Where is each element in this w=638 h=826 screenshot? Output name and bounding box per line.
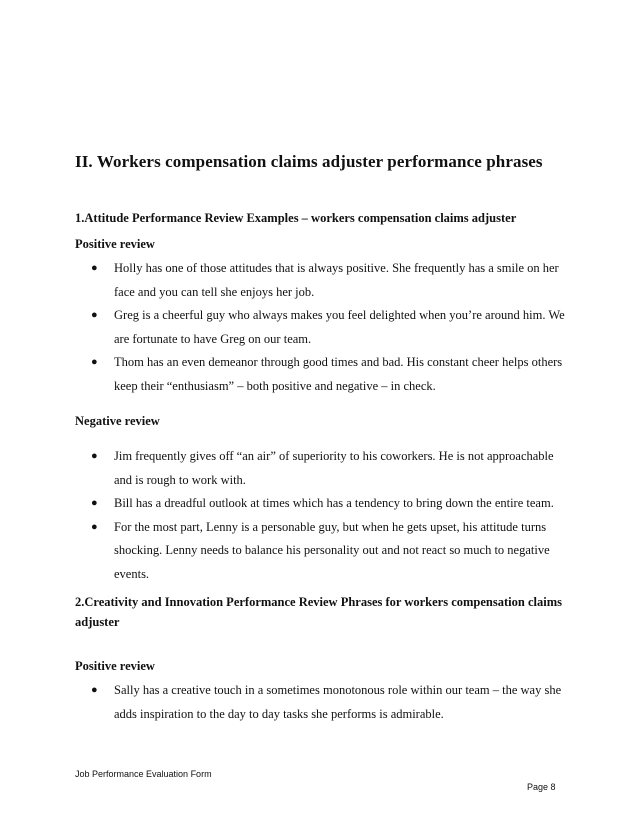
creativity-positive-list — [91, 679, 571, 726]
list-item — [91, 516, 571, 587]
attitude-negative-list — [91, 445, 571, 586]
list-item — [91, 304, 571, 351]
list-item-text: Sally has a creative touch in a sometimes monotonous role within our team – the way she adds inspiration to the day to day tasks she performs is admirable. — [114, 683, 562, 721]
list-item — [91, 445, 571, 492]
list-item — [91, 257, 571, 304]
list-item-text: For the most part, Lenny is a personable guy, but when he gets upset, his attitude turns shocking. Lenny needs to balance his personality out and not react so much to negative events. — [114, 519, 550, 581]
footer-page-number: Page 8 — [527, 782, 556, 792]
list-item-text: Greg is a cheerful guy who always makes you feel delighted when you’re around him. We are fortunate to have Greg on our team. — [114, 308, 565, 346]
bullet-icon: ● — [91, 309, 98, 321]
attitude-positive-list — [91, 257, 571, 398]
list-item-text: Holly has one of those attitudes that is always positive. She frequently has a smile on her face and you can tell she enjoys her job. — [114, 261, 559, 299]
creativity-heading-line1: 2.Creativity and Innovation Performance Review Phrases for workers compensation claims — [75, 595, 562, 609]
positive-review-label: Positive review — [75, 237, 155, 251]
bullet-icon: ● — [91, 497, 98, 509]
list-item-text: Thom has an even demeanor through good times and bad. His constant cheer helps others keep their “enthusiasm” – both positive and negative – in check. — [114, 355, 563, 393]
section-title: II. Workers compensation claims adjuster performance phrases — [75, 152, 543, 171]
negative-review-label: Negative review — [75, 414, 160, 428]
list-item — [91, 351, 571, 398]
list-item — [91, 492, 571, 516]
positive-review-label: Positive review — [75, 659, 155, 673]
bullet-icon: ● — [91, 684, 98, 696]
bullet-icon: ● — [91, 262, 98, 274]
bullet-icon: ● — [91, 520, 98, 533]
bullet-icon: ● — [91, 450, 98, 462]
list-item-text: Jim frequently gives off “an air” of superiority to his coworkers. He is not approachable and is rough to work with. — [114, 449, 554, 487]
creativity-heading-line2: adjuster — [75, 615, 120, 629]
list-item-text: Bill has a dreadful outlook at times which has a tendency to bring down the entire team. — [114, 496, 554, 510]
attitude-heading: 1.Attitude Performance Review Examples – workers compensation claims adjuster — [75, 211, 517, 225]
footer-form-name: Job Performance Evaluation Form — [75, 769, 212, 779]
list-item — [91, 679, 571, 726]
bullet-icon: ● — [91, 356, 98, 368]
